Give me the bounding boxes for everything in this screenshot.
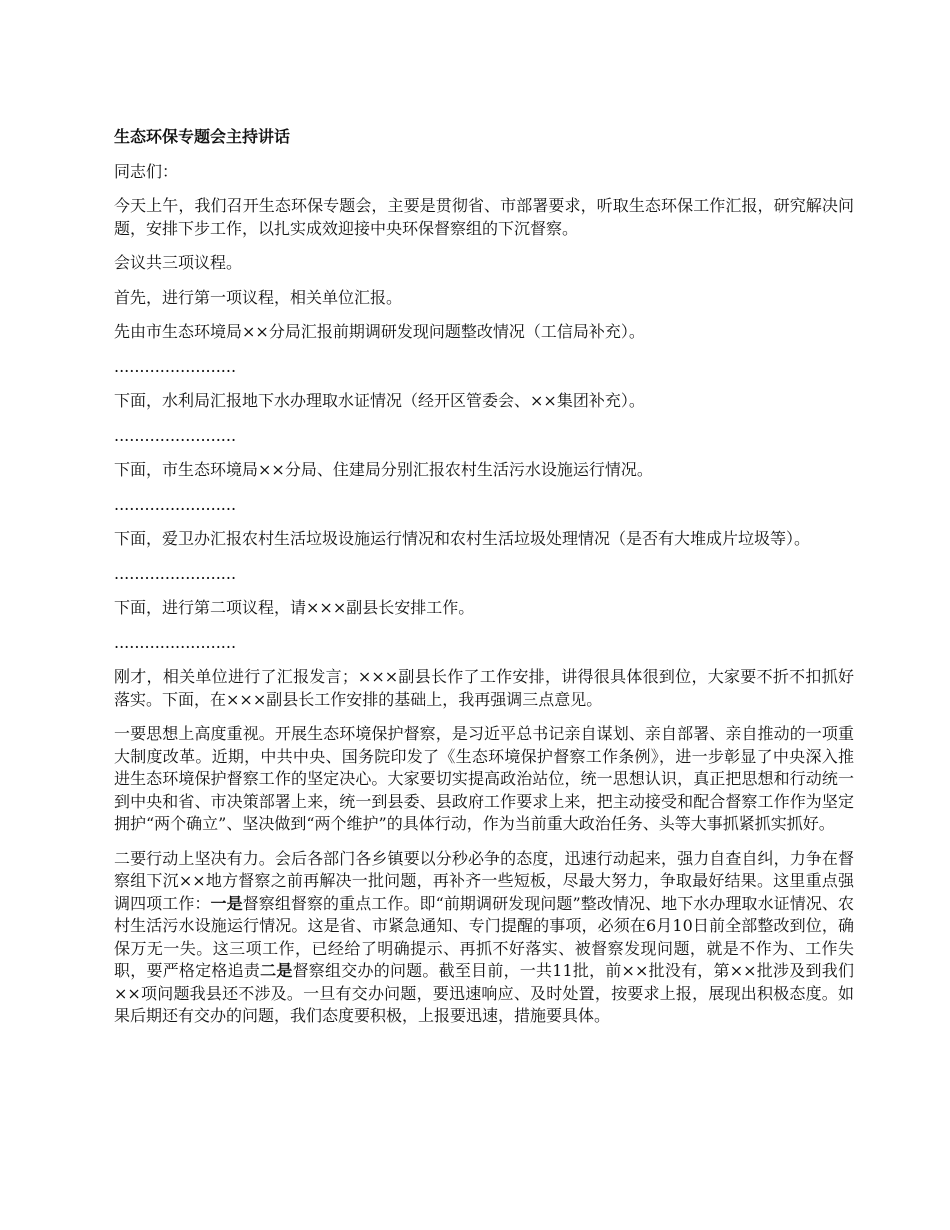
ellipsis-divider: ........................ (114, 356, 237, 376)
paragraph-salutation: 同志们： (114, 161, 179, 181)
text-segment: 二要行动上坚决有力。会后各部门各乡镇要以分秒必争的态度，迅速行动起来，强力自查自纠，力争在督察组下沉××地方督察之前再解决一批问题，再补齐一些短板，尽最大努力，争取最好结果。这里重点强调四项工作： (114, 848, 854, 913)
ellipsis-divider: ........................ (114, 632, 237, 652)
paragraph-first-item: 首先，进行第一项议程，相关单位汇报。 (114, 287, 403, 307)
text-segment: 督察组交办的问题。截至目前，一共11批，前××批没有，第××批涉及到我们××项问题我县还不涉及。一旦有交办问题，要迅速响应、及时处置，按要求上报，展现出积极态度。如果后期还有交办的问题，我们态度要积极，上报要迅速，措施要具体。 (114, 961, 854, 1025)
text-segment: 督察组督察的重点工作。即“前期调研发现问题”整改情况、地下水办理取水证情况、农村生活污水设施运行情况。这是省、市紧急通知、专门提醒的事项，必须在6月10日前全部整改到位，确保万无一失。这三项工作，已经给了明确提示、再抓不好落实、被督察发现问题，就是不作为、工作失职，要严格定格追责 (114, 893, 854, 980)
paragraph-summary: 刚才，相关单位进行了汇报发言；×××副县长作了工作安排，讲得很具体很到位，大家要不折不扣抓好落实。下面，在×××副县长工作安排的基础上，我再强调三点意见。 (114, 667, 854, 709)
bold-segment: 一是 (210, 893, 243, 913)
paragraph-second-item: 下面，进行第二项议程，请×××副县长安排工作。 (114, 598, 475, 617)
ellipsis-divider: ........................ (114, 563, 237, 583)
paragraph-agenda: 会议共三项议程。 (114, 253, 243, 272)
ellipsis-divider: ........................ (114, 494, 237, 514)
paragraph-report-1: 先由市生态环境局××分局汇报前期调研发现问题整改情况（工信局补充）。 (114, 322, 645, 341)
paragraph-report-2: 下面，水利局汇报地下水办理取水证情况（经开区管委会、××集团补充）。 (114, 391, 645, 410)
paragraph-report-3: 下面，市生态环境局××分局、住建局分别汇报农村生活污水设施运行情况。 (114, 460, 653, 479)
document-title: 生态环保专题会主持讲话 (114, 127, 291, 146)
paragraph-report-4: 下面，爱卫办汇报农村生活垃圾设施运行情况和农村生活垃圾处理情况（是否有大堆成片垃圾等）。 (114, 529, 811, 548)
ellipsis-divider: ........................ (114, 425, 237, 445)
paragraph-point-two (114, 848, 854, 1028)
paragraph-point-one: 一要思想上高度重视。开展生态环境保护督察，是习近平总书记亲自谋划、亲自部署、亲自推动的一项重大制度改革。近期，中共中央、国务院印发了《生态环境保护督察工作条例》，进一步彰显了中央深入推进生态环境保护督察工作的坚定决心。大家要切实提高政治站位，统一思想认识，真正把思想和行动统一到中央和省、市决策部署上来，统一到县委、县政府工作要求上来，把主动接受和配合督察工作作为坚定拥护“两个确立”、坚决做到“两个维护”的具体行动，作为当前重大政治任务、头等大事抓紧抓实抓好。 (114, 724, 854, 833)
paragraph-intro: 今天上午，我们召开生态环保专题会，主要是贯彻省、市部署要求，听取生态环保工作汇报，研究解决问题，安排下步工作，以扎实成效迎接中央环保督察组的下沉督察。 (114, 196, 854, 238)
bold-segment: 二是 (260, 961, 293, 980)
document-page (114, 126, 854, 1040)
